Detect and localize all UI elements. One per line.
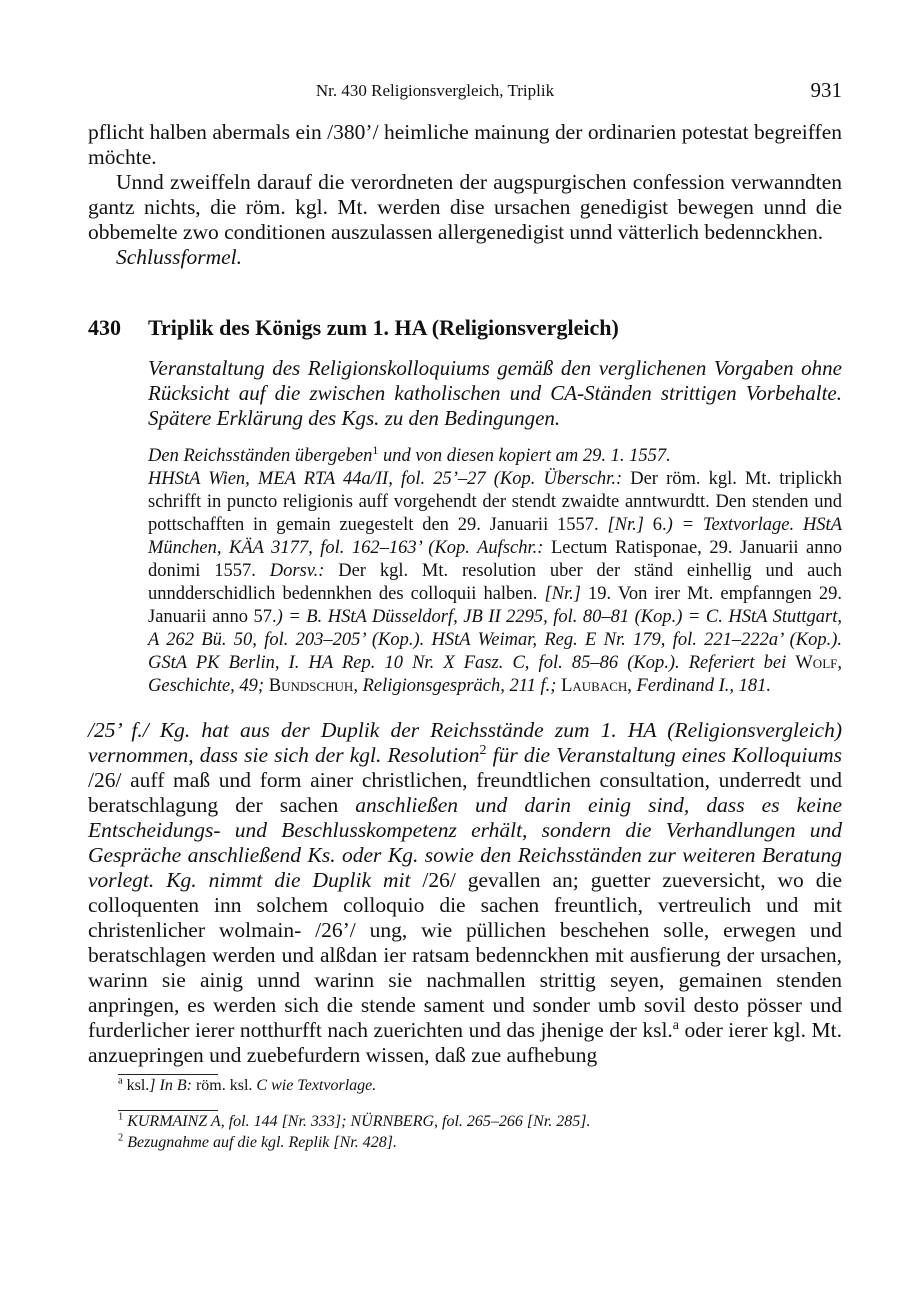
- text-run: ) = Textvorlage. HStA München, KÄA 3177, fol. 162–163’ (Kop. Aufschr.:: [148, 515, 842, 558]
- document-summary: Veranstaltung des Religionskolloquiums gemäß den verglichenen Vorgaben ohne Rücksicht auf die zwischen katholischen und CA-Ständen strittigen Vorbehalte. Spätere Erklärung des Kgs. zu den Bedingungen.: [148, 356, 842, 430]
- footnotes-paragraph: [118, 1111, 842, 1132]
- sources-paragraph: [148, 442, 842, 468]
- note-marker: 2: [479, 742, 487, 758]
- note-marker: 1: [118, 1111, 124, 1123]
- text-run: Bezugnahme auf die kgl. Replik [Nr. 428].: [123, 1134, 397, 1151]
- note-marker: 2: [118, 1132, 124, 1144]
- top-text-paragraph: [88, 120, 842, 170]
- text-run: , Religionsgespräch, 211 f.;: [353, 676, 562, 696]
- text-run: , Geschichte, 49;: [148, 653, 842, 696]
- running-title: Nr. 430 Religionsvergleich, Triplik: [315, 81, 555, 100]
- text-run: [Nr.]: [544, 584, 581, 604]
- note-marker: a: [118, 1075, 123, 1087]
- text-run: HHStA Wien, MEA RTA 44a/II, fol. 25’–27 (Kop. Überschr.:: [148, 469, 623, 489]
- text-run: oder ierer kgl. Mt. anzuepringen und zuebefurdern wissen, daß zue aufhebung: [88, 1018, 842, 1067]
- text-run: Der kgl. Mt. resolution uber der ständ einhellig und auch unndderschidlich bedennkhen des colloquii halben.: [148, 561, 843, 604]
- text-run: ) = B. HStA Düsseldorf, JB II 2295, fol. 80–81 (Kop.) = C. HStA Stuttgart, A 262 Bü. 50, fol. 203–205’ (Kop.). HStA Weimar, Reg. E Nr. 179, fol. 221–222a’ (Kop.). GStA PK Berlin, I. HA Rep. 10 Nr. X Fasz. C, fol. 85–86 (Kop.). Referiert bei: [148, 607, 842, 673]
- document-number: 430: [88, 315, 121, 340]
- footnotes-paragraph: [118, 1132, 842, 1153]
- text-run: pflicht halben abermals ein /380’/ heimliche mainung der ordinarien potestat begreiffen möchte.: [88, 120, 842, 169]
- text-run: /26/ auff maß und form ainer christlichen, freundtlichen consultation, underredt und beratschlagung der sachen: [88, 768, 842, 817]
- text-run: Wolf: [795, 653, 838, 673]
- text-run: Unnd zweiffeln darauf die verordneten der augspurgischen confession verwanndten gantz nichts, die röm. kgl. Mt. werden dise ursachen genedigist bewegen unnd die obbemelte zwo conditionen auszulassen allergenedigist unnd vätterlich bedennckhen.: [88, 170, 842, 244]
- text-run: , Ferdinand I., 181.: [627, 676, 771, 696]
- top-text: [88, 120, 842, 270]
- text-run: 6.: [643, 515, 667, 535]
- text-apparatus: [118, 1075, 842, 1096]
- source-notes: [148, 442, 843, 698]
- text-run: Laubach: [561, 676, 628, 696]
- main-text: [88, 718, 842, 1068]
- text-run: C wie Textvorlage.: [256, 1077, 377, 1094]
- page-number: 931: [810, 78, 842, 102]
- text-run: /26/ gevallen an; guetter zueversicht, wo die colloquenten inn solchem colloquio die sachen freuntlich, vertreulich und mit christenlicher wolmain- /26’/ ung, wie püllichen beschehen solle, erwegen und beratschlagen werden und alßdan ier ratsam bedennckhen mit ausfierung der ursachen, warinn sie ainig unnd warinn sie nachmallen strittig seyen, gemainen stenden anpringen, es werden sich die stende sament und sonder umb sovil desto pösser und furderlicher ierer notthurfft nach zuerichten und das jhenige der ksl.: [88, 868, 842, 1042]
- text-run: Dorsv.:: [269, 561, 325, 581]
- top-text-paragraph: [88, 245, 842, 270]
- text-run: anschließen und darin einig sind, dass es keine Entscheidungs- und Beschlusskompetenz erhält, sondern die Verhandlungen und Gespräche anschließend Ks. oder Kg. sowie den Reichsständen zur weiteren Beratung vorlegt. Kg. nimmt die Duplik mit: [88, 793, 842, 892]
- text-run: Lectum Ratisponae, 29. Januarii anno donimi 1557.: [148, 538, 843, 581]
- text-run: Der röm. kgl. Mt. triplickh schrifft in puncto religionis auff vorgehendt der stendt zwaidte anntwurdtt. Den stenden und pottschafften in gemain zuegestelt den 29. Januarii 1557.: [148, 469, 842, 535]
- text-run: /25’ f./ Kg. hat aus der Duplik der Reichsstände zum 1. HA (Religionsvergleich) vernommen, dass sie sich der kgl. Resolution: [88, 718, 842, 767]
- top-text-paragraph: [88, 170, 842, 245]
- text-run: ] In B:: [149, 1077, 192, 1094]
- main-text-paragraph: [88, 718, 842, 1068]
- sources-paragraph: [148, 468, 842, 698]
- document-title: Triplik des Königs zum 1. HA (Religionsvergleich): [148, 315, 619, 340]
- text-run: Schlussformel.: [116, 245, 243, 269]
- note-marker: 1: [372, 442, 379, 457]
- text-run: ksl.: [122, 1077, 150, 1094]
- document-heading: [88, 314, 842, 342]
- note-marker: a: [672, 1017, 679, 1033]
- text-run: röm. ksl.: [191, 1077, 257, 1094]
- footnotes: [118, 1111, 842, 1153]
- text-run: KURMAINZ A, fol. 144 [Nr. 333]; NÜRNBERG, fol. 265–266 [Nr. 285].: [123, 1113, 591, 1130]
- text-run: 19. Von irer Mt. empfanngen 29. Januarii anno 57.: [148, 584, 842, 627]
- text-run: für die Veranstaltung eines Kolloquiums: [486, 743, 843, 767]
- apparatus-paragraph: [118, 1075, 842, 1096]
- text-run: Bundschuh: [268, 676, 354, 696]
- text-run: [Nr.]: [607, 515, 644, 535]
- text-run: Den Reichsständen übergeben: [148, 446, 373, 466]
- running-header: [88, 78, 842, 104]
- text-run: und von diesen kopiert am 29. 1. 1557.: [378, 446, 671, 466]
